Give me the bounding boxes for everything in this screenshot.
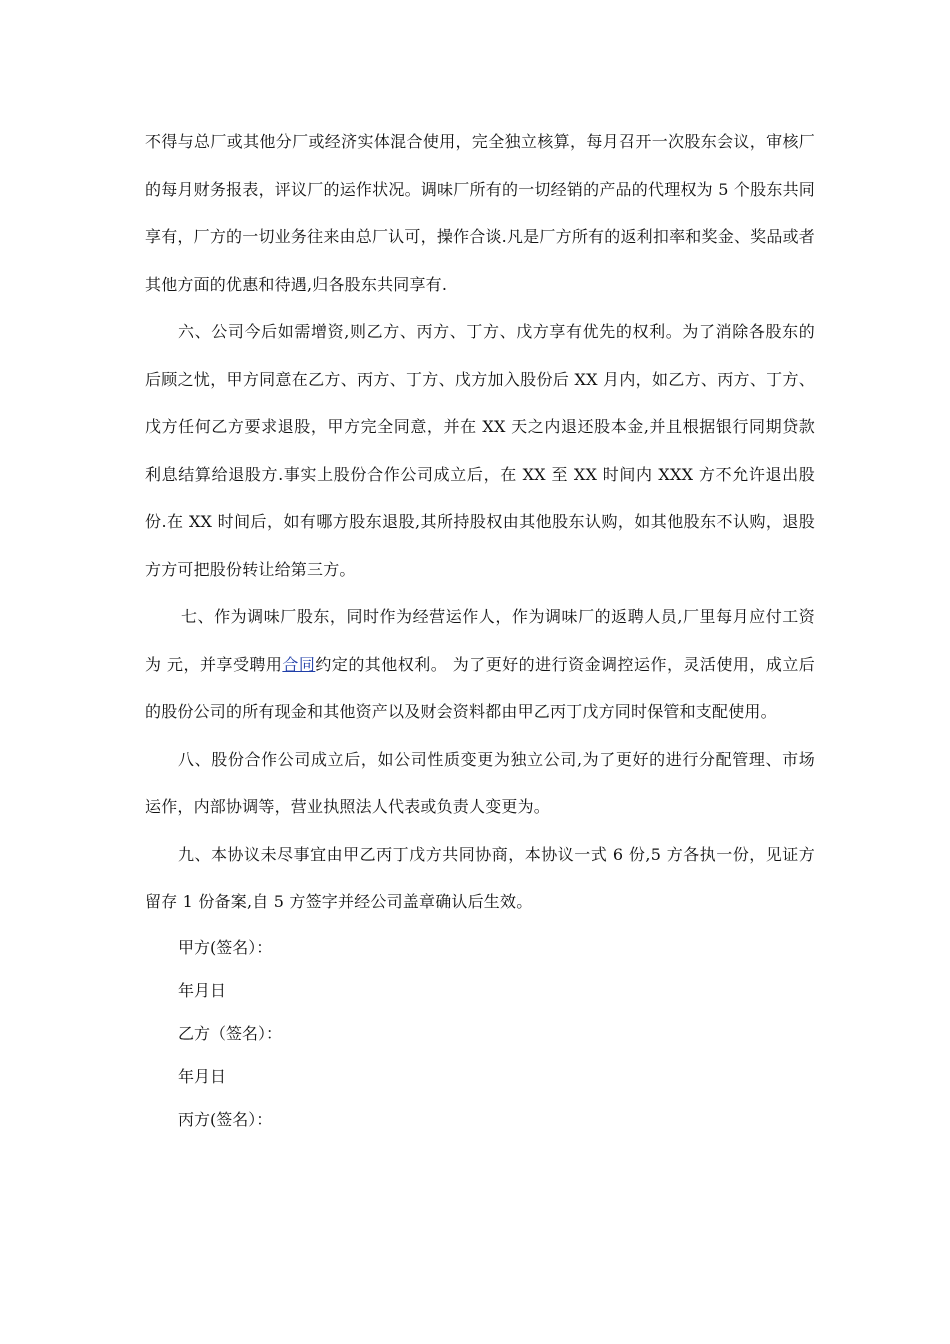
paragraph-clause-9: 九、本协议未尽事宜由甲乙丙丁戊方共同协商，本协议一式 6 份,5 方各执一份，见证方留存 1 份备案,自 5 方签字并经公司盖章确认后生效。	[145, 844, 815, 911]
signature-party-c: 丙方(签名）：	[178, 1109, 273, 1129]
signature-party-b: 乙方（签名）：	[178, 1023, 283, 1043]
document-page	[145, 118, 815, 1141]
clause-7-text-after: 约定的其他权利。 为了更好的进行资金调控运作，灵活使用，成立后的股份公司的所有现金和其他资产以及财会资料都由甲乙丙丁戊方同时保管和支配使用。	[145, 654, 815, 721]
paragraph-continued: 不得与总厂或其他分厂或经济实体混合使用，完全独立核算，每月召开一次股东会议，审核厂的每月财务报表，评议厂的运作状况。调味厂所有的一切经销的产品的代理权为 5 个股东共同享有，厂方的一切业务往来由总厂认可，操作合谈.凡是厂方所有的返利扣率和奖金、奖品或者其他方面的优惠和待遇,归各股东共同享有.	[145, 132, 815, 294]
clause-7-text-before: 七、作为调味厂股东，同时作为经营运作人，作为调味厂的返聘人员,厂里每月应付工资为 元，并享受聘用	[145, 607, 815, 674]
paragraph-clause-8: 八、股份合作公司成立后，如公司性质变更为独立公司,为了更好的进行分配管理、市场运作，内部协调等，营业执照法人代表或负责人变更为。	[145, 749, 815, 816]
contract-link[interactable]: 合同	[282, 654, 316, 674]
signature-date-a: 年月日	[178, 980, 227, 1000]
signature-party-a: 甲方(签名）：	[178, 937, 273, 957]
signature-date-b: 年月日	[178, 1066, 227, 1086]
paragraph-clause-6: 六、公司今后如需增资,则乙方、丙方、丁方、戊方享有优先的权利。为了消除各股东的后顾之忧，甲方同意在乙方、丙方、丁方、戊方加入股份后 XX 月内，如乙方、丙方、丁方、戊方任何乙方要求退股，甲方完全同意，并在 XX 天之内退还股本金,并且根据银行同期贷款利息结算给退股方.事实上股份合作公司成立后，在 XX 至 XX 时间内 XXX 方不允许退出股份.在 XX 时间后，如有哪方股东退股,其所持股权由其他股东认购，如其他股东不认购，退股方方可把股份转让给第三方。	[145, 322, 815, 579]
paragraph-clause-7	[145, 593, 815, 736]
